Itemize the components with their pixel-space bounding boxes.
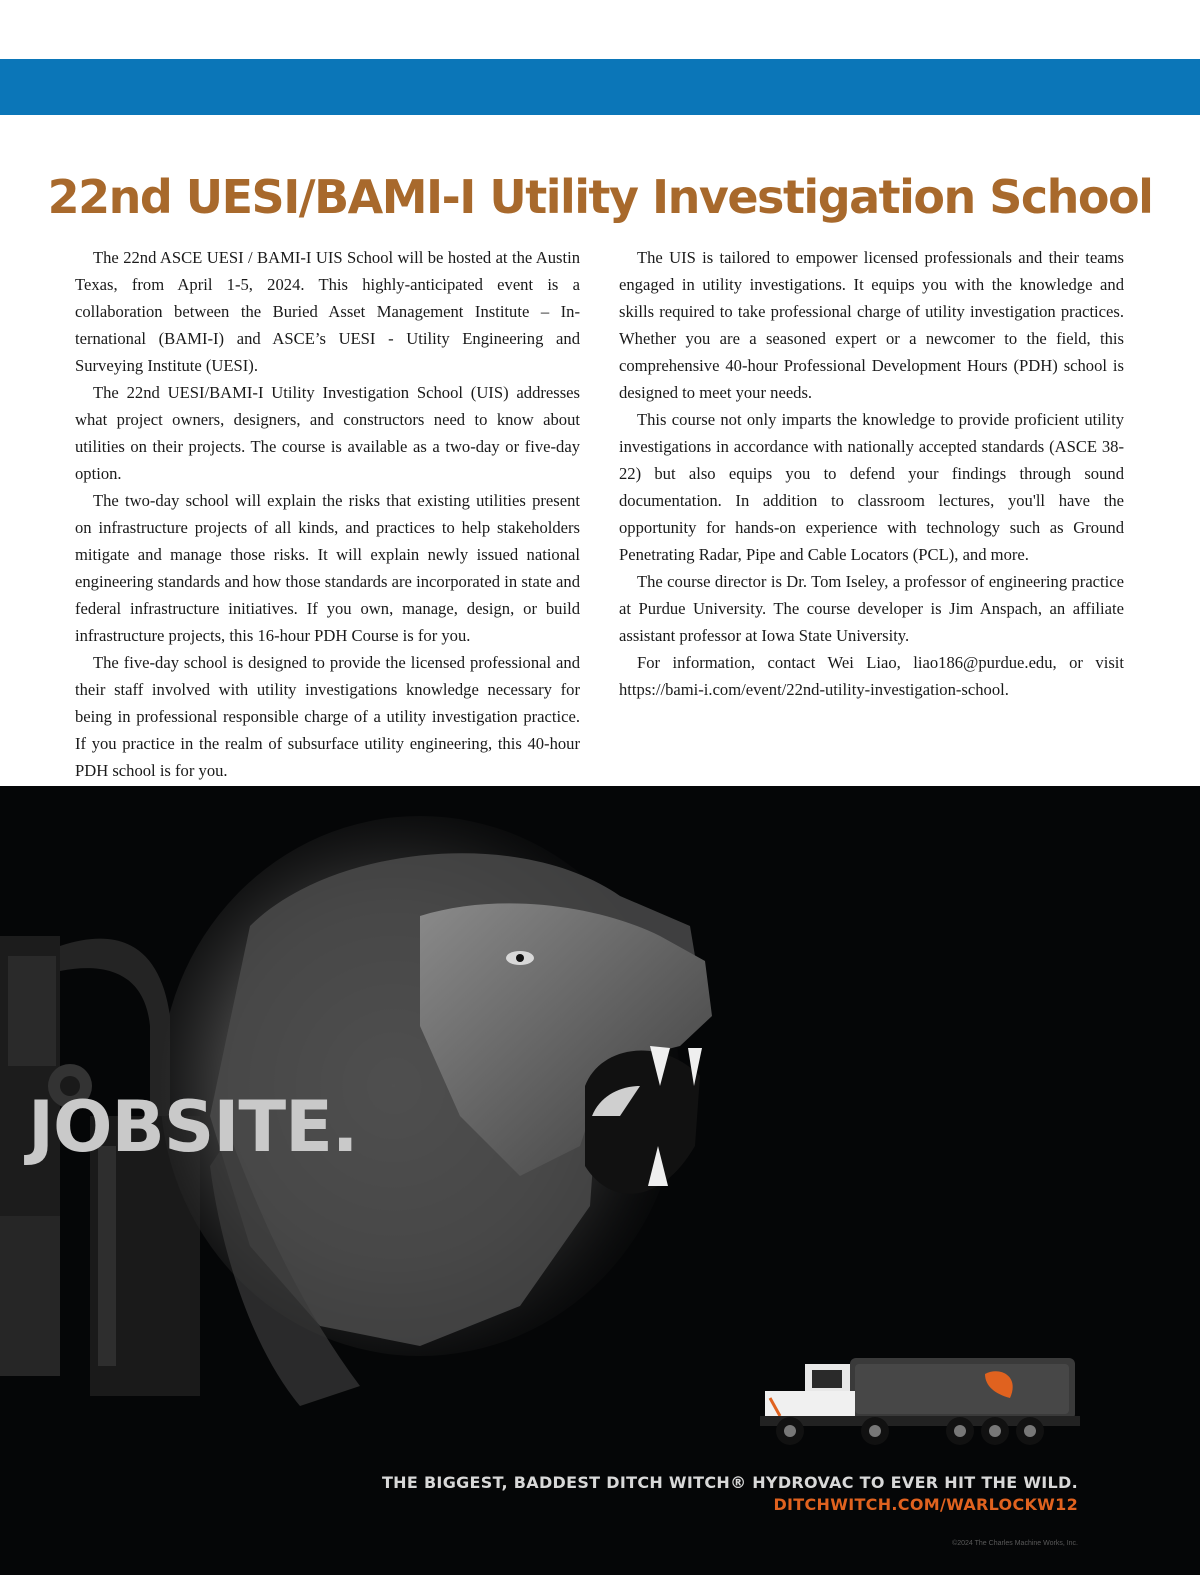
article-paragraph: The 22nd ASCE UESI / BAMI-I UIS School will be hosted at the Austin Texas, from April 1-5, 2024. This highly-anticipated event is a collaboration between the Buried Asset Management Institute – International (BAMI-I) and ASCE’s UESI - Utility Engineering and Surveying Institute (UESI). <box>75 248 580 375</box>
article-paragraph: The UIS is tailored to empower licensed professionals and their teams engaged in utility investigations. It equips you with the knowledge and skills required to take professional charge of utility investigation practices. Whether you are a seasoned expert or a newcomer to the field, this comprehensive 40-hour Professional Development Hours (PDH) school is designed to meet your needs. <box>619 248 1124 402</box>
ad-headline: JOBSITE. <box>28 1086 358 1168</box>
ad-tagline: THE BIGGEST, BADDEST DITCH WITCH® HYDROVAC TO EVER HIT THE WILD. <box>381 1473 1078 1492</box>
ad-copyright: ©2024 The Charles Machine Works, Inc. <box>952 1540 1078 1547</box>
article-column-left <box>75 244 580 784</box>
article-column-right <box>619 244 1124 703</box>
article-paragraph: This course not only imparts the knowledge to provide proficient utility investigations in accordance with nationally accepted standards (ASCE 38-22) but also equips you to defend your findings through sound documentation. In addition to classroom lectures, you'll have the opportunity for hands-on experience with technology such as Ground Penetrating Radar, Pipe and Cable Locators (PCL), and more. <box>619 410 1124 564</box>
article-paragraph: The two-day school will explain the risks that existing utilities present on infrastructure projects of all kinds, and practices to help stakeholders mitigate and manage those risks. It will explain newly issued national engineering standards and how those standards are incorporated in state and federal infrastructure initiatives. If you own, manage, design, or build infrastructure projects, this 16-hour PDH Course is for you. <box>75 491 580 645</box>
article-paragraph: For information, contact Wei Liao, liao186@purdue.edu, or visit https://bami-i.com/event/22nd-utility-investigation-school. <box>619 653 1124 699</box>
advertisement <box>0 786 1200 1575</box>
header-color-band <box>0 59 1200 115</box>
ad-artwork <box>0 786 1200 1575</box>
article-paragraph: The course director is Dr. Tom Iseley, a professor of engineering practice at Purdue University. The course developer is Jim Anspach, an affiliate assistant professor at Iowa State University. <box>619 572 1124 645</box>
hydrovac-truck-image <box>760 1358 1080 1445</box>
article-paragraph: The five-day school is designed to provide the licensed professional and their staff involved with utility investigations knowledge necessary for being in professional responsible charge of a utility investigation practice. If you practice in the realm of subsurface utility engineering, this 40-hour PDH school is for you. <box>75 653 580 780</box>
ad-url-link[interactable]: DITCHWITCH.COM/WARLOCKW12 <box>773 1495 1078 1514</box>
article-paragraph: The 22nd UESI/BAMI-I Utility Investigation School (UIS) addresses what project owners, designers, and constructors need to know about utilities on their projects. The course is available as a two-day or five-day option. <box>75 383 580 483</box>
article-title: 22nd UESI/BAMI-I Utility Investigation School <box>47 170 1153 224</box>
